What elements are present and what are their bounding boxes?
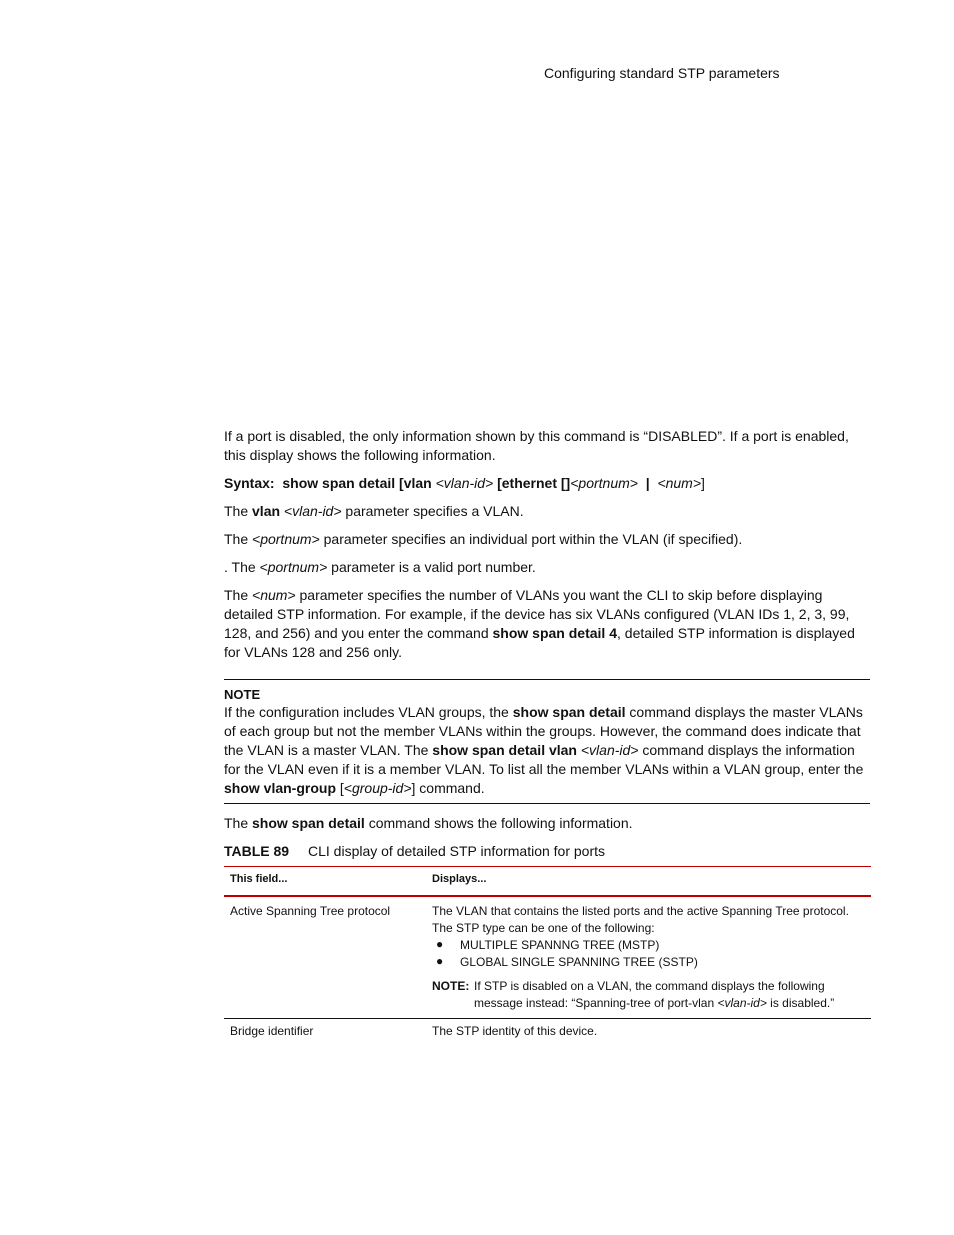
vlan-id-param: <vlan-id> (717, 996, 767, 1010)
text: The (224, 587, 253, 603)
bullet-icon: ● (436, 954, 444, 968)
num-param-paragraph (224, 586, 870, 662)
syntax-pipe: | (645, 475, 650, 491)
main-content (224, 427, 870, 1043)
text: parameter is a valid port number. (327, 559, 536, 575)
list-item (432, 937, 865, 954)
portnum-valid-paragraph (224, 558, 870, 577)
list-item-text: GLOBAL SINGLE SPANNING TREE (SSTP) (460, 955, 698, 969)
command-keyword: show span detail 4 (492, 625, 617, 641)
page-header: Configuring standard STP parameters (544, 65, 780, 81)
note-box (224, 679, 870, 804)
text: The (224, 503, 253, 519)
vlan-id-param: <vlan-id> (283, 503, 342, 519)
display-line: The VLAN that contains the listed ports and the active Spanning Tree protocol. (432, 904, 849, 918)
vlan-id-param: <vlan-id> (580, 742, 639, 758)
table-header-row (224, 867, 871, 897)
table-row (224, 1019, 871, 1044)
text: parameter specifies the number of VLANs you want the CLI to skip before displaying detailed STP information. For example, if the device has six VLANs configured (VLAN IDs 1, 2, 3, 99, 128, and 256) and you enter the command (224, 587, 850, 641)
syntax-label: Syntax: (224, 475, 275, 491)
syntax-vlan-id: <vlan-id> (435, 475, 494, 491)
group-id-param: <group-id> (343, 780, 412, 796)
text: The (224, 531, 253, 547)
vlan-keyword: vlan (252, 503, 281, 519)
syntax-num: <num> (657, 475, 702, 491)
text: The (224, 815, 253, 831)
stp-detail-table (224, 866, 871, 1043)
text: command displays the information for the VLAN even if it is a member VLAN. To list all the member VLANs within a VLAN group, enter the (224, 742, 864, 777)
field-cell: Active Spanning Tree protocol (230, 904, 391, 918)
display-cell (426, 896, 871, 1019)
bullet-icon: ● (436, 937, 444, 951)
text: . The (224, 559, 260, 575)
field-cell: Bridge identifier (230, 1024, 314, 1038)
vlan-param-paragraph (224, 502, 870, 521)
text: If STP is disabled on a VLAN, the command displays the following message instead: “Spanning-tree of port-vlan (474, 979, 825, 1010)
portnum-param: <portnum> (259, 559, 328, 575)
stp-type-list (432, 937, 865, 971)
command-keyword: show vlan-group (224, 780, 336, 796)
text: ] command. (411, 780, 485, 796)
table-label: TABLE 89 (224, 843, 290, 859)
display-line: The STP type can be one of the following: (432, 921, 655, 935)
text: command displays the master VLANs of each group but not the member VLANs within the groups. However, the command does indicate that the VLAN is a master VLAN. The (224, 704, 863, 758)
command-keyword: show span detail vlan (432, 742, 577, 758)
command-keyword: show span detail (512, 704, 626, 720)
text: command shows the following information. (364, 815, 633, 831)
intro-paragraph: If a port is disabled, the only information shown by this command is “DISABLED”. If a port is enabled, this display shows the following information. (224, 428, 849, 463)
syntax-portnum: <portnum> (570, 475, 638, 491)
num-param: <num> (252, 587, 296, 603)
portnum-param: <portnum> (252, 531, 320, 547)
text: parameter specifies a VLAN. (341, 503, 524, 519)
text: is disabled.” (766, 996, 835, 1010)
syntax-ethernet: [ethernet [] (497, 475, 571, 491)
column-header-displays: Displays... (432, 873, 487, 885)
cell-note-text (474, 978, 865, 1012)
command-keyword: show span detail (252, 815, 365, 831)
table-title: CLI display of detailed STP information for ports (308, 843, 606, 859)
cell-note (432, 978, 865, 1012)
syntax-line (224, 474, 870, 493)
table-row (224, 896, 871, 1019)
note-text (224, 703, 870, 798)
list-item (432, 954, 865, 971)
syntax-close: ] (701, 475, 705, 491)
portnum-param-paragraph (224, 530, 870, 549)
text: parameter specifies an individual port within the VLAN (if specified). (319, 531, 743, 547)
syntax-command: show span detail [vlan (282, 475, 432, 491)
list-item-text: MULTIPLE SPANNNG TREE (MSTP) (460, 938, 660, 952)
display-cell: The STP identity of this device. (432, 1024, 598, 1038)
note-title: NOTE (224, 687, 261, 702)
text: [ (336, 780, 344, 796)
show-span-paragraph (224, 814, 870, 833)
cell-note-label: NOTE: (432, 979, 470, 993)
column-header-field: This field... (230, 873, 288, 885)
text: , detailed STP information is displayed for VLANs 128 and 256 only. (224, 625, 855, 660)
text: If the configuration includes VLAN groups, the (224, 704, 513, 720)
table-caption (224, 842, 870, 861)
